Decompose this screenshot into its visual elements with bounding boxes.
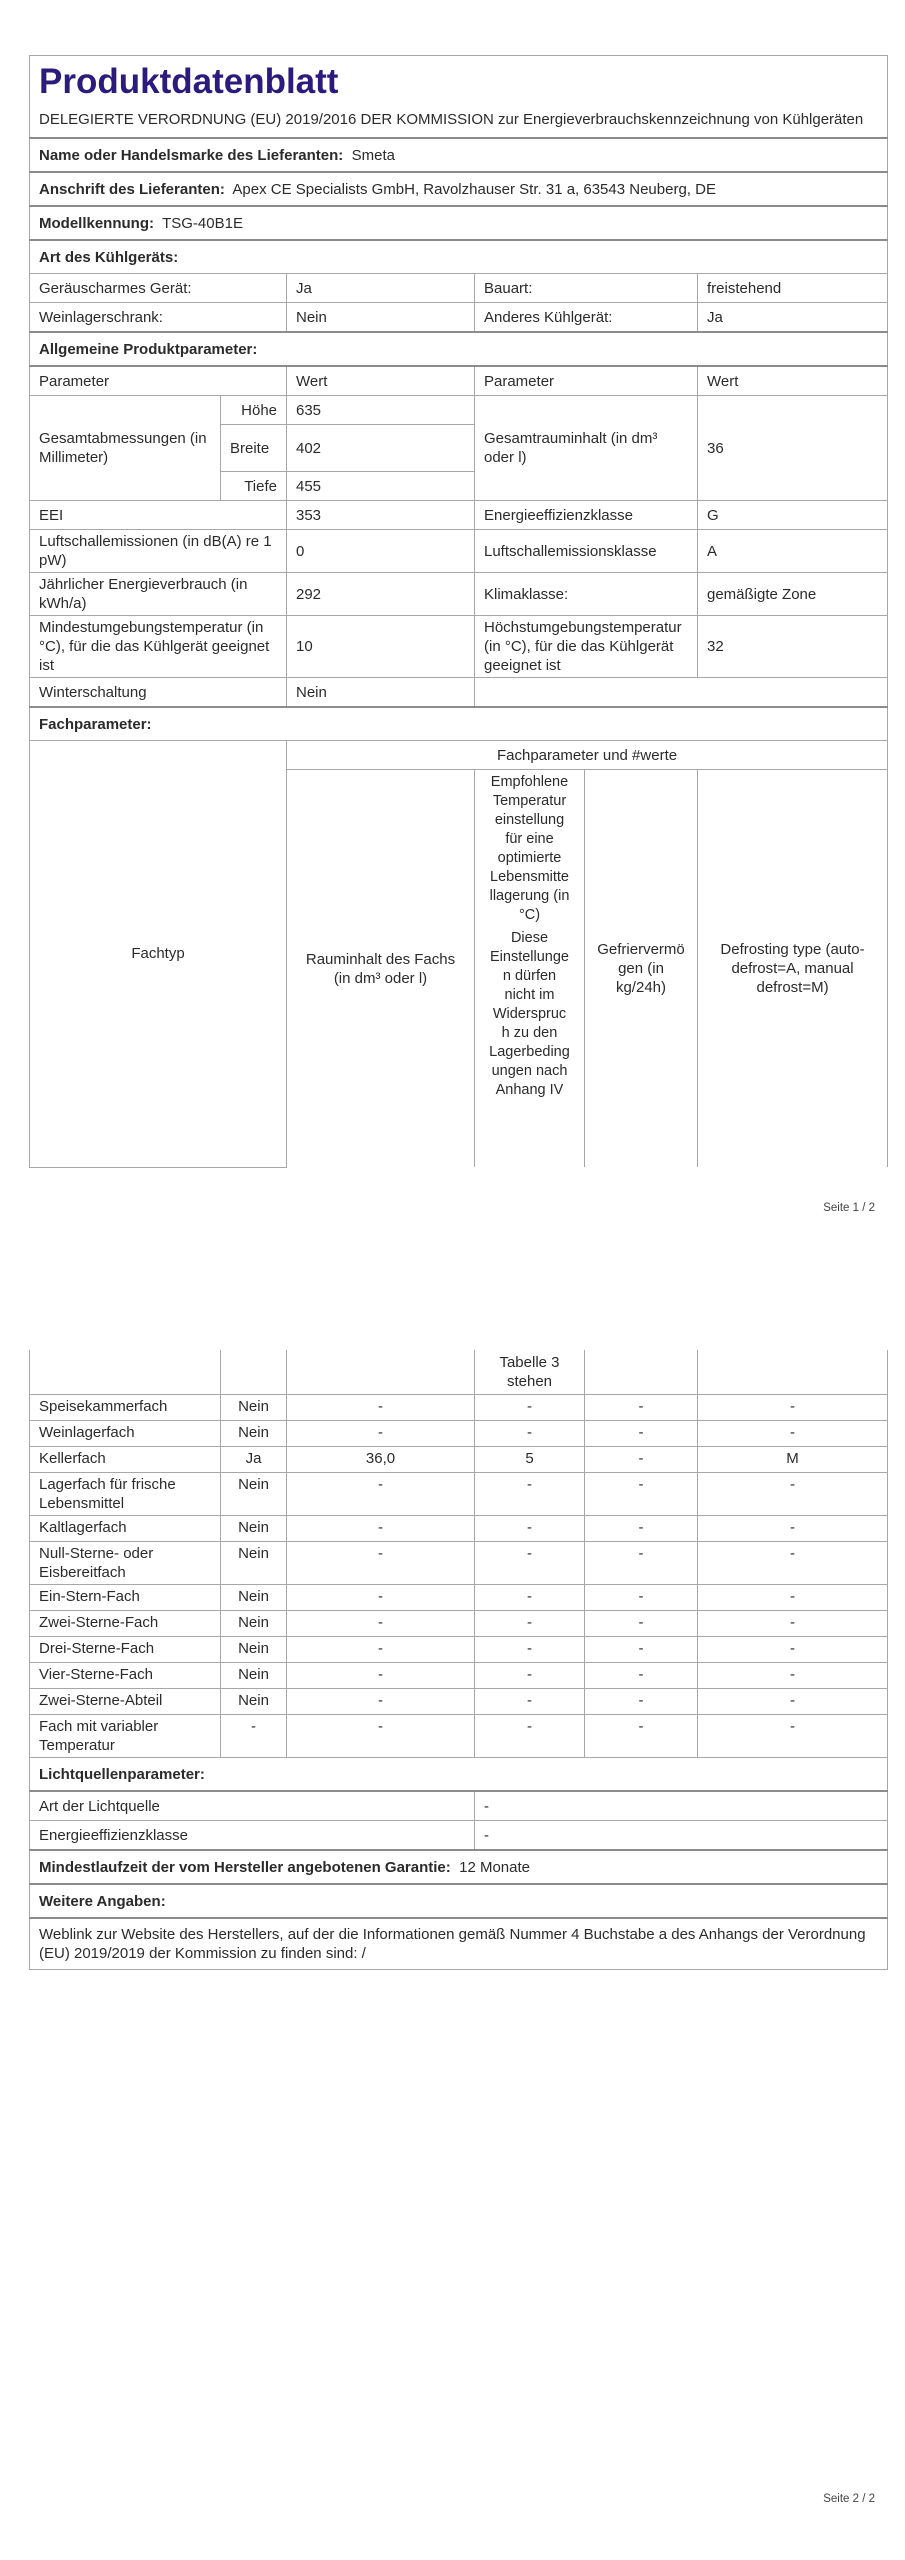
light-source-type-value: - <box>475 1791 888 1821</box>
winter-mode-value: Nein <box>287 678 475 708</box>
compartment-type: Null-Sterne- oder Eisbereitfach <box>30 1542 221 1585</box>
address-label: Anschrift des Lieferanten: <box>39 180 225 198</box>
compartment-present: - <box>221 1715 287 1758</box>
compartment-volume: - <box>287 1637 475 1663</box>
max-temp-label: Höchstumgebungstemperatur (in °C), für die das Kühlgerät geeignet ist <box>475 616 698 678</box>
compartment-present: Nein <box>221 1689 287 1715</box>
table-row <box>30 1689 888 1715</box>
compartment-type: Vier-Sterne-Fach <box>30 1663 221 1689</box>
compartment-volume: - <box>287 1395 475 1421</box>
address-value: Apex CE Specialists GmbH, Ravolzhauser Str. 31 a, 63543 Neuberg, DE <box>232 180 716 198</box>
column-header-defrost-type: Defrosting type (auto-defrost=A, manual defrost=M) <box>698 770 888 1168</box>
compartment-defrost: - <box>698 1637 888 1663</box>
compartment-volume: - <box>287 1689 475 1715</box>
compartment-temp: - <box>475 1715 585 1758</box>
compartment-defrost: - <box>698 1516 888 1542</box>
table-row <box>30 1715 888 1758</box>
address-row <box>30 172 888 206</box>
compartment-type: Zwei-Sterne-Fach <box>30 1611 221 1637</box>
product-datasheet-table-continued <box>29 1350 888 1970</box>
column-header-value: Wert <box>698 366 888 396</box>
wine-cabinet-value: Nein <box>287 303 475 333</box>
compartment-defrost: - <box>698 1395 888 1421</box>
table-row <box>30 1663 888 1689</box>
compartment-present: Nein <box>221 1542 287 1585</box>
light-source-type-label: Art der Lichtquelle <box>30 1791 475 1821</box>
compartment-type: Lagerfach für frische Lebensmittel <box>30 1473 221 1516</box>
compartment-defrost: - <box>698 1421 888 1447</box>
compartment-defrost: - <box>698 1585 888 1611</box>
compartment-temp: - <box>475 1663 585 1689</box>
compartment-defrost: - <box>698 1611 888 1637</box>
compartment-freezing: - <box>585 1715 698 1758</box>
compartment-type: Drei-Sterne-Fach <box>30 1637 221 1663</box>
compartment-temp: - <box>475 1421 585 1447</box>
compartment-freezing: - <box>585 1637 698 1663</box>
warranty-label: Mindestlaufzeit der vom Hersteller angebotenen Garantie: <box>39 1858 451 1876</box>
compartment-temp: - <box>475 1689 585 1715</box>
page-number: Seite 1 / 2 <box>823 1202 875 1214</box>
compartment-freezing: - <box>585 1421 698 1447</box>
noise-emission-label: Luftschallemissionen (in dB(A) re 1 pW) <box>30 530 287 573</box>
further-info-heading: Weitere Angaben: <box>30 1884 888 1918</box>
min-temp-label: Mindestumgebungstemperatur (in °C), für die das Kühlgerät geeignet ist <box>30 616 287 678</box>
regulation-subtitle: DELEGIERTE VERORDNUNG (EU) 2019/2016 DER KOMMISSION zur Energieverbrauchskennzeichnung von Kühlgeräten <box>30 106 888 138</box>
max-temp-value: 32 <box>698 616 888 678</box>
low-noise-value: Ja <box>287 274 475 303</box>
compartment-freezing: - <box>585 1516 698 1542</box>
light-source-heading: Lichtquellenparameter: <box>30 1758 888 1792</box>
efficiency-class-value: G <box>698 501 888 530</box>
compartment-freezing: - <box>585 1689 698 1715</box>
supplier-label: Name oder Handelsmarke des Lieferanten: <box>39 146 344 164</box>
efficiency-class-label: Energieeffizienzklasse <box>475 501 698 530</box>
compartment-temp: 5 <box>475 1447 585 1473</box>
dimensions-label: Gesamtabmessungen (in Millimeter) <box>30 396 221 501</box>
compartment-present: Nein <box>221 1473 287 1516</box>
page-number: Seite 2 / 2 <box>823 2493 875 2505</box>
warranty-value: 12 Monate <box>459 1858 530 1876</box>
compartment-type: Weinlagerfach <box>30 1421 221 1447</box>
empty-cell <box>475 678 888 708</box>
compartment-temp: - <box>475 1585 585 1611</box>
table-row <box>30 1473 888 1516</box>
compartment-defrost: - <box>698 1473 888 1516</box>
device-type-row <box>30 303 888 333</box>
compartment-present: Nein <box>221 1421 287 1447</box>
compartment-present: Nein <box>221 1663 287 1689</box>
column-header-recommended-temp-continued: Tabelle 3 stehen <box>475 1350 585 1395</box>
compartment-type: Fach mit variabler Temperatur <box>30 1715 221 1758</box>
compartment-present: Ja <box>221 1447 287 1473</box>
compartment-freezing: - <box>585 1611 698 1637</box>
compartment-temp: - <box>475 1395 585 1421</box>
table-row <box>30 1516 888 1542</box>
compartment-type: Ein-Stern-Fach <box>30 1585 221 1611</box>
compartment-freezing: - <box>585 1663 698 1689</box>
depth-value: 455 <box>287 472 475 501</box>
compartment-defrost: - <box>698 1542 888 1585</box>
compartment-freezing: - <box>585 1447 698 1473</box>
model-value: TSG-40B1E <box>162 214 243 232</box>
design-label: Bauart: <box>475 274 698 303</box>
compartment-volume: - <box>287 1516 475 1542</box>
compartment-freezing: - <box>585 1473 698 1516</box>
eei-label: EEI <box>30 501 287 530</box>
compartment-volume: - <box>287 1585 475 1611</box>
design-value: freistehend <box>698 274 888 303</box>
page-1 <box>0 0 905 1230</box>
compartment-volume: - <box>287 1611 475 1637</box>
column-header-parameter: Parameter <box>475 366 698 396</box>
compartment-present: Nein <box>221 1585 287 1611</box>
table-row <box>30 1421 888 1447</box>
height-label: Höhe <box>221 396 287 425</box>
table-row <box>30 1447 888 1473</box>
device-type-heading: Art des Kühlgeräts: <box>30 240 888 274</box>
light-efficiency-value: - <box>475 1821 888 1851</box>
compartment-freezing: - <box>585 1542 698 1585</box>
compartment-present: Nein <box>221 1611 287 1637</box>
compartment-freezing: - <box>585 1585 698 1611</box>
compartment-temp: - <box>475 1611 585 1637</box>
compartment-type: Kaltlagerfach <box>30 1516 221 1542</box>
column-header-parameter: Parameter <box>30 366 287 396</box>
compartment-defrost: - <box>698 1663 888 1689</box>
height-value: 635 <box>287 396 475 425</box>
annual-energy-label: Jährlicher Energieverbrauch (in kWh/a) <box>30 573 287 616</box>
compartment-temp: - <box>475 1542 585 1585</box>
column-header-freezing-capacity: Gefriervermögen (in kg/24h) <box>585 770 698 1168</box>
eei-value: 353 <box>287 501 475 530</box>
model-label: Modellkennung: <box>39 214 154 232</box>
compartment-temp: - <box>475 1637 585 1663</box>
other-device-label: Anderes Kühlgerät: <box>475 303 698 333</box>
compartment-freezing: - <box>585 1395 698 1421</box>
column-header-recommended-temp: Empfohlene Temperatureinstellung für eine optimierte Lebensmittellagerung (in °C) Diese Einstellungen dürfen nicht im Widerspruch zu den Lagerbedingungen nach Anhang IV <box>475 770 585 1168</box>
column-header-compartment-type: Fachtyp <box>30 741 287 1168</box>
compartment-defrost: M <box>698 1447 888 1473</box>
general-params-heading: Allgemeine Produktparameter: <box>30 332 888 366</box>
climate-class-label: Klimaklasse: <box>475 573 698 616</box>
further-info-text: Weblink zur Website des Herstellers, auf der die Informationen gemäß Nummer 4 Buchstabe a des Anhangs der Verordnung (EU) 2019/2019 der Kommission zu finden sind: / <box>30 1918 888 1970</box>
total-volume-value: 36 <box>698 396 888 501</box>
column-group-header: Fachparameter und #werte <box>287 741 888 770</box>
low-noise-label: Geräuscharmes Gerät: <box>30 274 287 303</box>
page-2 <box>0 1330 905 2560</box>
supplier-row <box>30 138 888 172</box>
width-value: 402 <box>287 425 475 472</box>
warranty-row <box>30 1850 888 1884</box>
min-temp-value: 10 <box>287 616 475 678</box>
product-datasheet-table <box>29 55 888 1168</box>
compartment-type: Speisekammerfach <box>30 1395 221 1421</box>
other-device-value: Ja <box>698 303 888 333</box>
supplier-value: Smeta <box>351 146 395 164</box>
compartment-params-heading: Fachparameter: <box>30 707 888 741</box>
compartment-type: Kellerfach <box>30 1447 221 1473</box>
climate-class-value: gemäßigte Zone <box>698 573 888 616</box>
compartment-present: Nein <box>221 1637 287 1663</box>
compartment-present: Nein <box>221 1516 287 1542</box>
compartment-volume: - <box>287 1715 475 1758</box>
compartment-rows <box>30 1395 888 1758</box>
wine-cabinet-label: Weinlagerschrank: <box>30 303 287 333</box>
light-efficiency-label: Energieeffizienzklasse <box>30 1821 475 1851</box>
annual-energy-value: 292 <box>287 573 475 616</box>
winter-mode-label: Winterschaltung <box>30 678 287 708</box>
table-row <box>30 1395 888 1421</box>
compartment-volume: - <box>287 1542 475 1585</box>
noise-emission-value: 0 <box>287 530 475 573</box>
compartment-type: Zwei-Sterne-Abteil <box>30 1689 221 1715</box>
noise-class-label: Luftschallemissionsklasse <box>475 530 698 573</box>
column-header-value: Wert <box>287 366 475 396</box>
total-volume-label: Gesamtrauminhalt (in dm³ oder l) <box>475 396 698 501</box>
table-row <box>30 1637 888 1663</box>
compartment-volume: - <box>287 1421 475 1447</box>
model-row <box>30 206 888 240</box>
device-type-row <box>30 274 888 303</box>
page-title: Produktdatenblatt <box>30 56 888 107</box>
compartment-volume: - <box>287 1473 475 1516</box>
compartment-temp: - <box>475 1516 585 1542</box>
compartment-defrost: - <box>698 1689 888 1715</box>
compartment-defrost: - <box>698 1715 888 1758</box>
column-header-volume: Rauminhalt des Fachs (in dm³ oder l) <box>287 770 475 1168</box>
compartment-temp: - <box>475 1473 585 1516</box>
compartment-present: Nein <box>221 1395 287 1421</box>
table-row <box>30 1611 888 1637</box>
compartment-volume: 36,0 <box>287 1447 475 1473</box>
table-row <box>30 1542 888 1585</box>
depth-label: Tiefe <box>221 472 287 501</box>
width-label: Breite <box>221 425 287 472</box>
noise-class-value: A <box>698 530 888 573</box>
compartment-volume: - <box>287 1663 475 1689</box>
table-row <box>30 1585 888 1611</box>
